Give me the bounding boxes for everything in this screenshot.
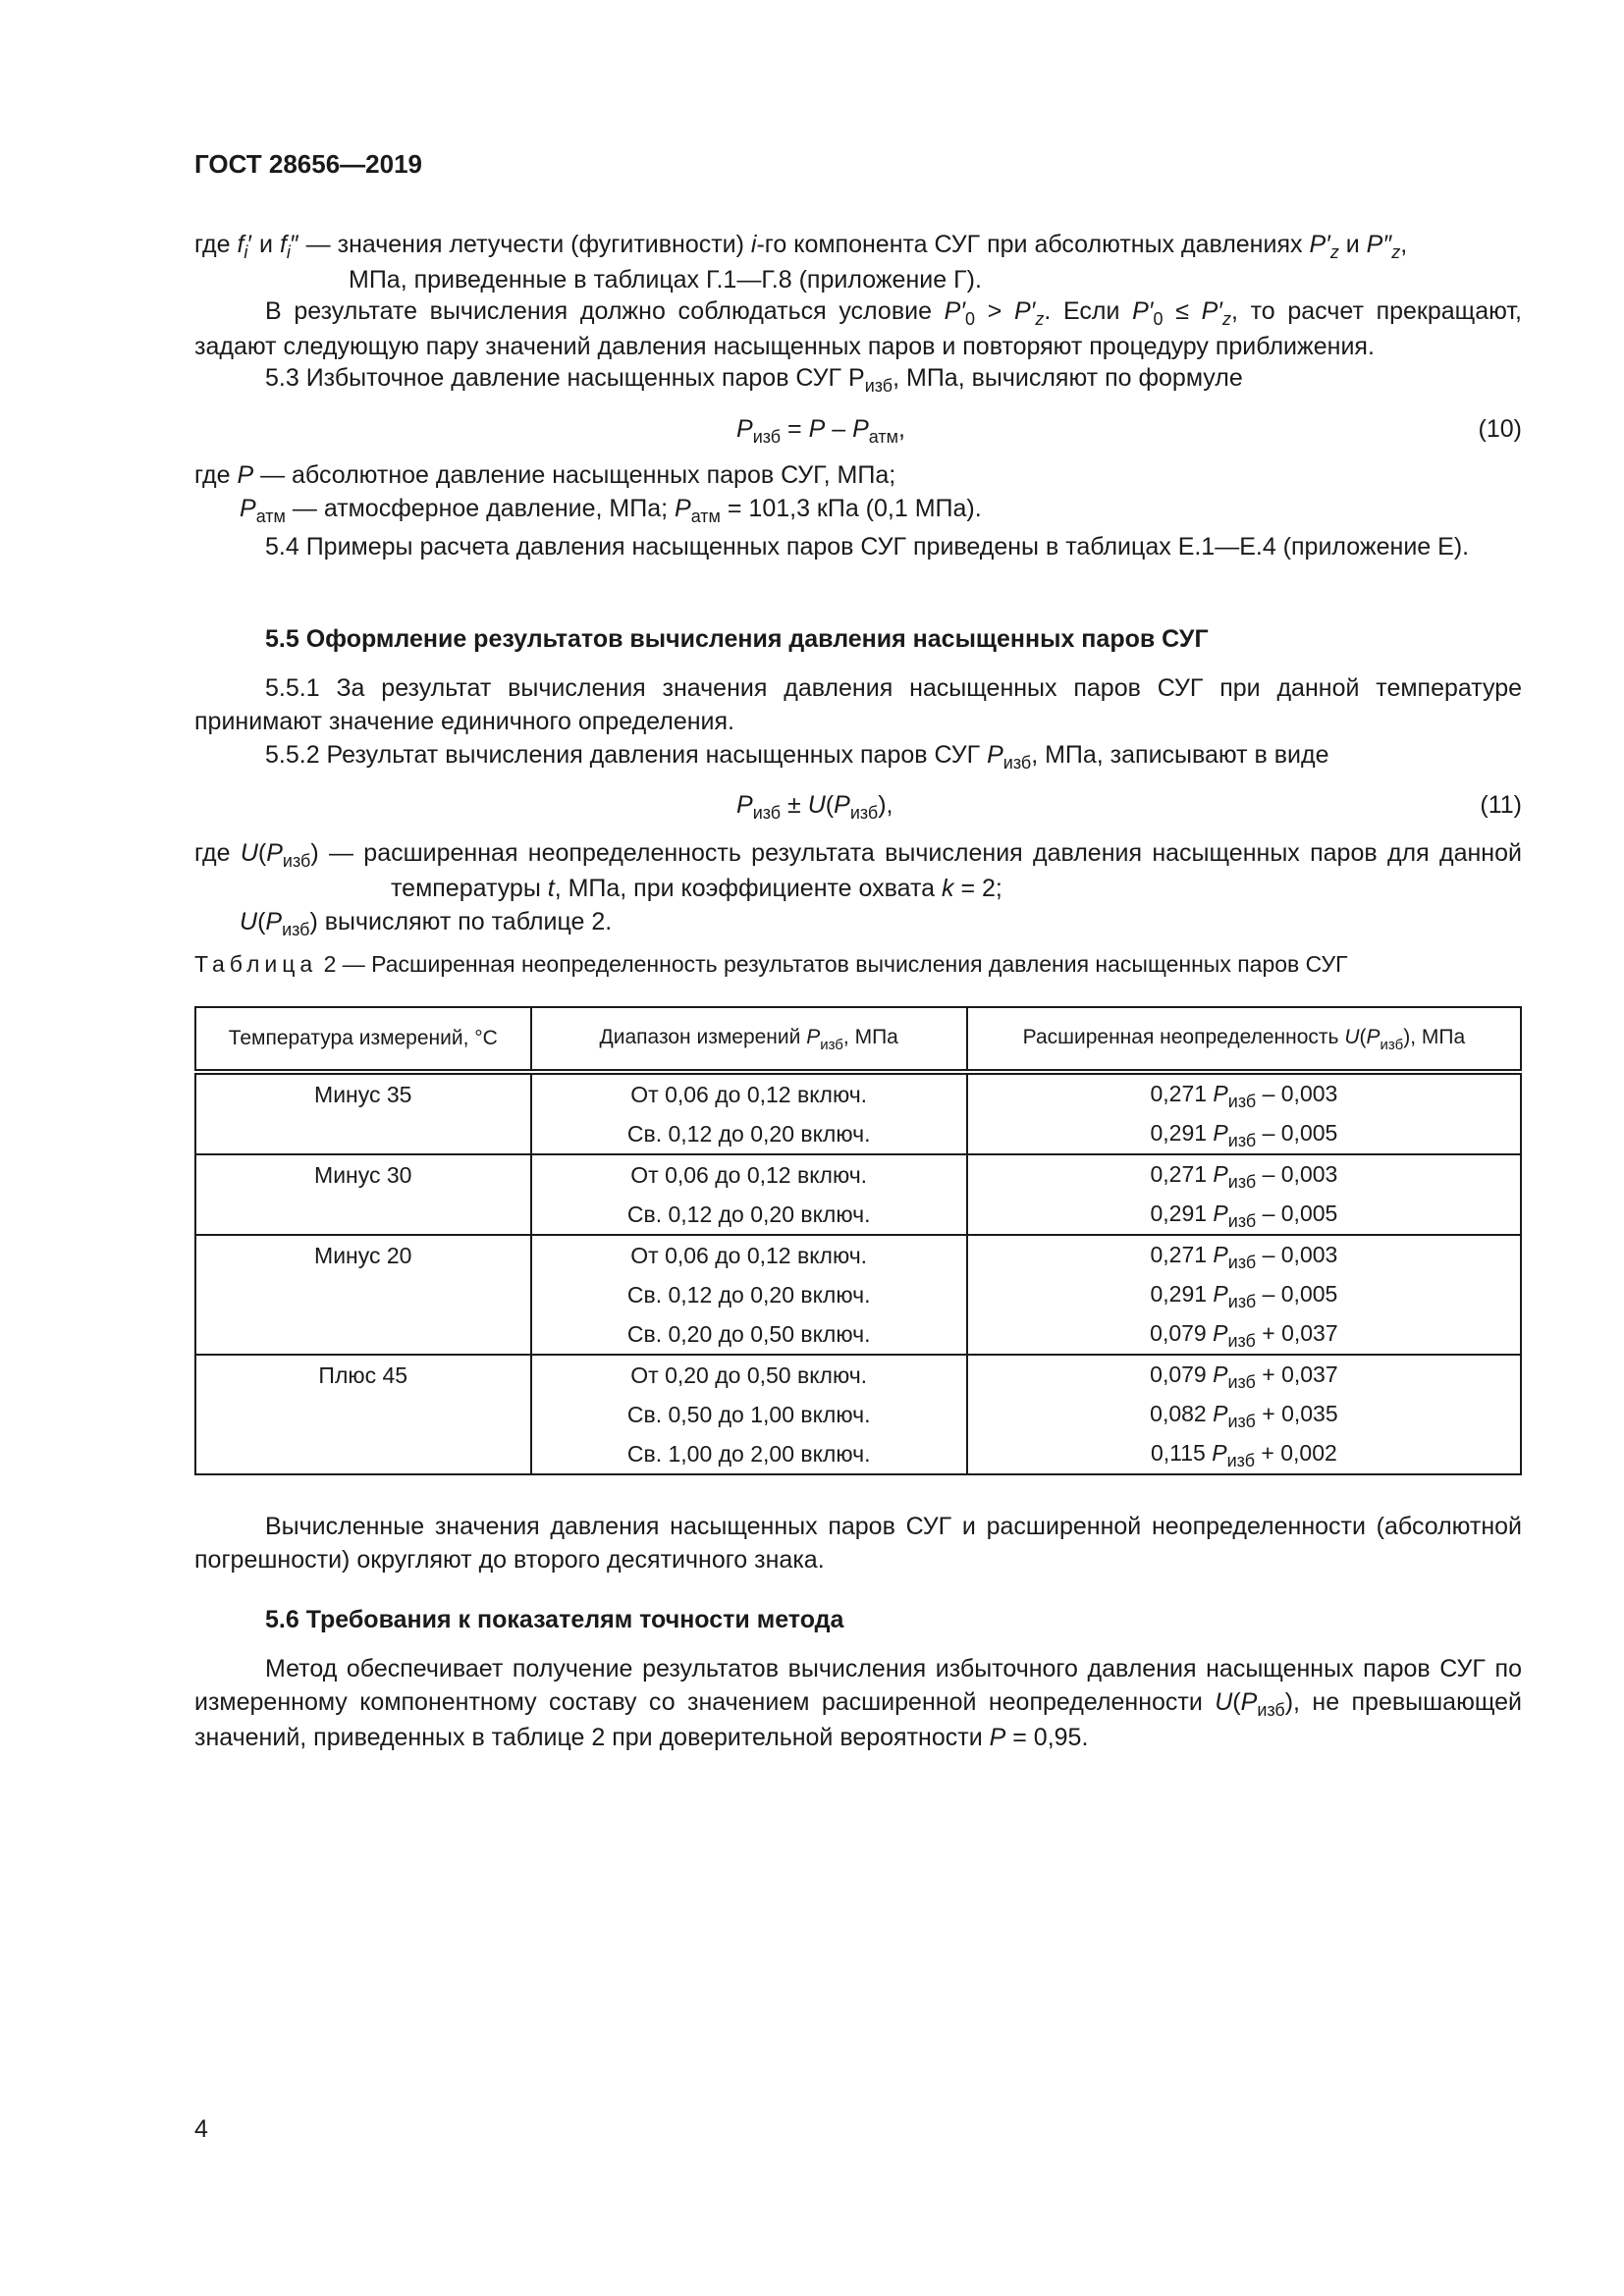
cell-uncertainty: 0,271 $P_{изб} - 0,003$: [967, 1154, 1521, 1195]
cell-uncertainty: 0,115 $P_{изб} + 0,002$: [967, 1434, 1521, 1474]
paragraph-5-5-2: 5.5.2 Результат вычисления давления насыщенных паров СУГ $P_{изб}$, МПа, записывают в виде: [265, 741, 1329, 773]
cell-uncertainty: 0,291 $P_{изб} - 0,005$: [967, 1275, 1521, 1314]
formula-11-legend: где $U(P_{изб})$ — расширенная неопределенность результата вычисления давления насыщенных паров для данной температуры t, МПа, при коэффициенте охвата k = 2; $U(P_{изб})$ вычисляют по таблице 2.: [194, 839, 1522, 939]
cell-uncertainty: 0,079 $P_{изб} + 0,037$: [967, 1314, 1521, 1355]
cell-uncertainty: 0,079 $P_{изб} + 0,037$: [967, 1355, 1521, 1395]
cell-temperature: Минус 30: [195, 1154, 531, 1235]
cell-range: Св. 0,20 до 0,50 включ.: [531, 1314, 967, 1355]
table-caption: Таблица 2 — Расширенная неопределенность результатов вычисления давления насыщенных паров СУГ: [194, 951, 1348, 977]
paragraph-5-4: 5.4 Примеры расчета давления насыщенных паров СУГ приведены в таблицах Е.1—Е.4 (приложение Е).: [265, 533, 1470, 561]
paragraph-fugacity-definition: где $f_i'$ и $f_i''$ — значения летучести (фугитивности) i-го компонента СУГ при абсолютных давлениях $P'_z$ и $P''_z$, МПа, приведенные в таблицах Г.1—Г.8 (приложение Г).: [194, 231, 1408, 294]
cell-temperature: Плюс 45: [195, 1355, 531, 1474]
cell-range: Св. 0,12 до 0,20 включ.: [531, 1195, 967, 1235]
cell-range: Св. 0,12 до 0,20 включ.: [531, 1275, 967, 1314]
cell-range: От 0,20 до 0,50 включ.: [531, 1355, 967, 1395]
cell-range: От 0,06 до 0,12 включ.: [531, 1154, 967, 1195]
formula-number: (11): [1480, 791, 1522, 819]
cell-range: Св. 1,00 до 2,00 включ.: [531, 1434, 967, 1474]
document-header: ГОСТ 28656—2019: [194, 149, 422, 179]
cell-uncertainty: 0,291 $P_{изб} - 0,005$: [967, 1195, 1521, 1235]
cell-temperature: Минус 20: [195, 1235, 531, 1355]
cell-range: Св. 0,12 до 0,20 включ.: [531, 1114, 967, 1154]
header-temperature: Температура измерений, °С: [195, 1007, 531, 1072]
cell-uncertainty: 0,271 $P_{изб} - 0,003$: [967, 1072, 1521, 1114]
cell-uncertainty: 0,082 $P_{изб} + 0,035$: [967, 1395, 1521, 1434]
table-row: [195, 1072, 1521, 1114]
paragraph-5-6: Метод обеспечивает получение результатов вычисления избыточного давления насыщенных паров СУГ по измеренному компонентному составу со значением расширенной неопределенности $U(P_{изб})$, не превышающей значений, приведенных в таблице 2 при доверительной вероятности P = 0,95.: [194, 1655, 1522, 1751]
table-header-row: [195, 1007, 1521, 1072]
table-row: [195, 1235, 1521, 1275]
paragraph-approximation-condition: В результате вычисления должно соблюдаться условие $P'_0 > P'_z$. Если $P'_0 \le P'_z$, то расчет прекращают, задают следующую пару значений давления насыщенных паров и повторяют процедуру приближения.: [194, 297, 1522, 360]
paragraph-rounding: Вычисленные значения давления насыщенных паров СУГ и расширенной неопределенности (абсолютной погрешности) округляют до второго десятичного знака.: [194, 1513, 1522, 1574]
header-uncertainty: Расширенная неопределенность $U(P_{изб})$, МПа: [967, 1007, 1521, 1072]
cell-range: Св. 0,50 до 1,00 включ.: [531, 1395, 967, 1434]
cell-temperature: Минус 35: [195, 1072, 531, 1154]
paragraph-5-5-1: 5.5.1 За результат вычисления значения давления насыщенных паров СУГ при данной температуре принимают значение единичного определения.: [194, 674, 1522, 735]
cell-uncertainty: 0,271 $P_{изб} - 0,003$: [967, 1235, 1521, 1275]
uncertainty-table: [194, 1006, 1522, 1475]
cell-uncertainty: 0,291 $P_{изб} - 0,005$: [967, 1114, 1521, 1154]
header-range: Диапазон измерений $P_{изб}$, МПа: [531, 1007, 967, 1072]
formula-11: $P_{изб} \pm U(P_{изб})$, (11): [194, 788, 1522, 824]
heading-5-5: 5.5 Оформление результатов вычисления давления насыщенных паров СУГ: [265, 625, 1209, 653]
table-row: [195, 1154, 1521, 1195]
formula-number: (10): [1478, 415, 1522, 443]
heading-5-6: 5.6 Требования к показателям точности метода: [265, 1606, 844, 1633]
paragraph-5-3: 5.3 Избыточное давление насыщенных паров СУГ $P_{изб}$, МПа, вычисляют по формуле: [265, 364, 1243, 396]
cell-range: От 0,06 до 0,12 включ.: [531, 1072, 967, 1114]
table-body: [195, 1072, 1521, 1474]
table-row: [195, 1355, 1521, 1395]
page-number: 4: [194, 2115, 208, 2143]
formula-10: $P_{изб} = P - P_{атм}$, (10): [194, 412, 1522, 448]
cell-range: От 0,06 до 0,12 включ.: [531, 1235, 967, 1275]
formula-10-legend: где P — абсолютное давление насыщенных паров СУГ, МПа; $P_{атм}$ — атмосферное давление, МПа; $P_{атм} = 101,3$ кПа (0,1 МПа).: [194, 461, 982, 526]
